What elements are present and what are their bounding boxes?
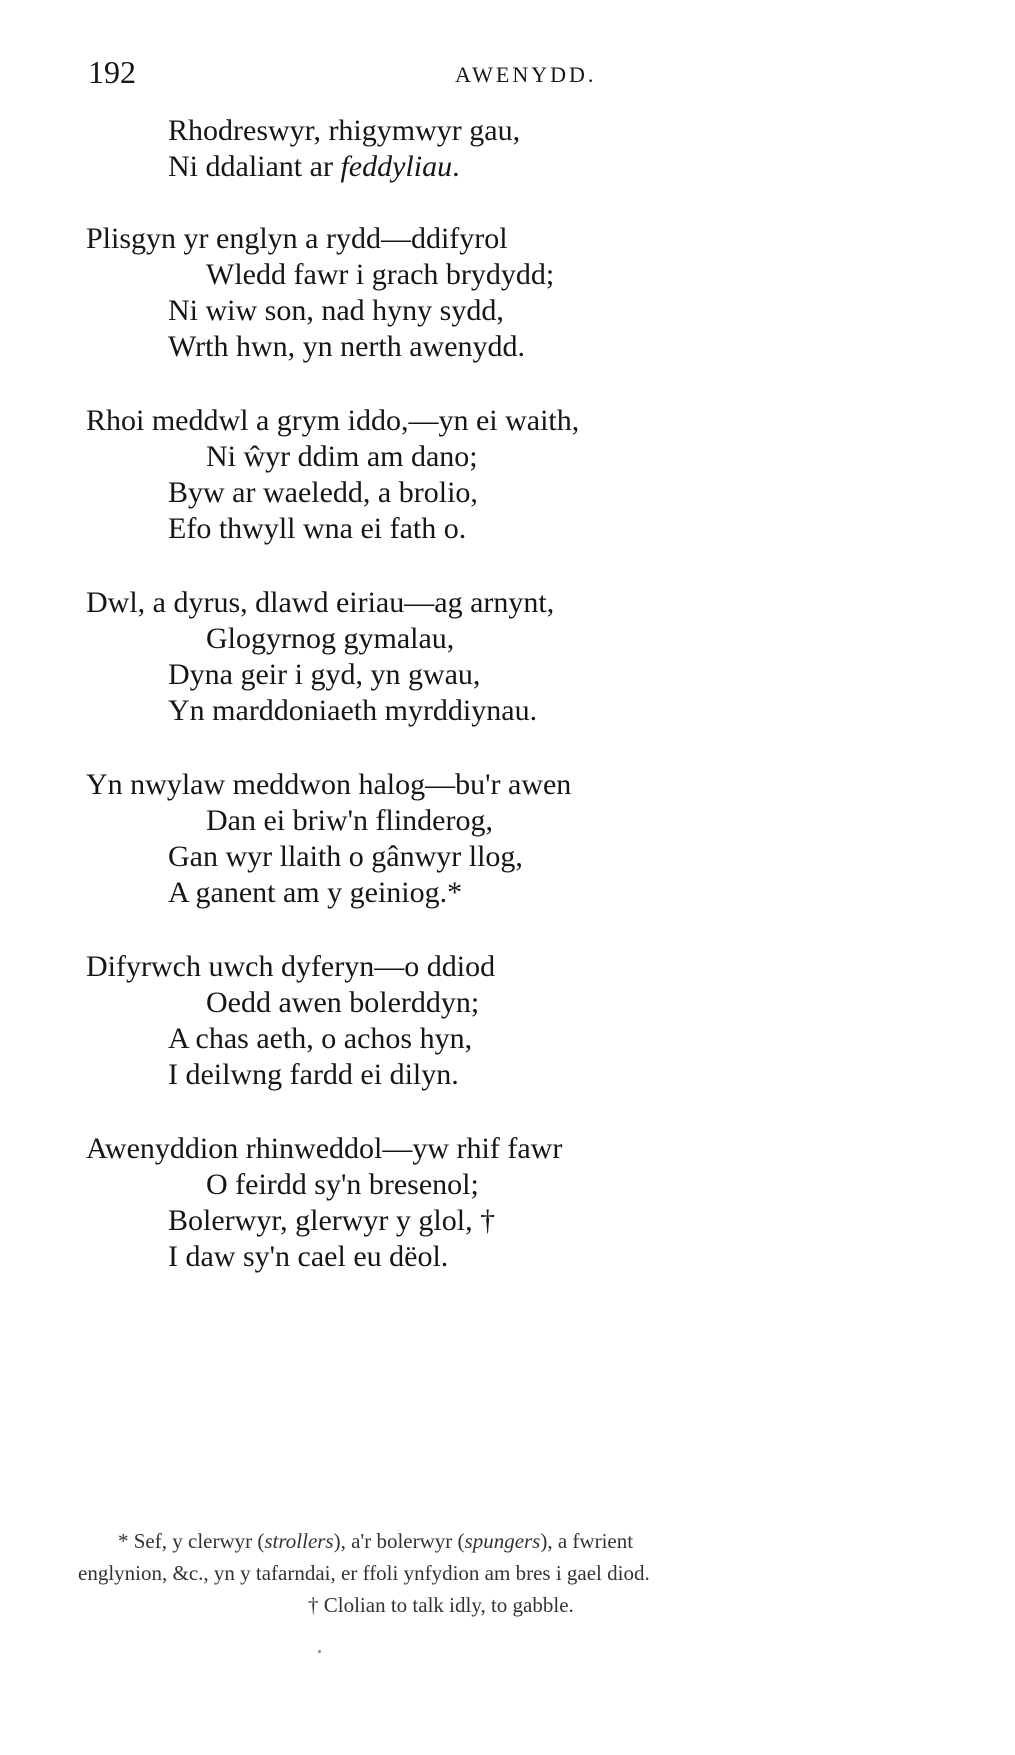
verse-line: Ni ŵyr ddim am dano; [206,440,478,473]
verse-line: Gan wyr llaith o gânwyr llog, [168,840,523,873]
page-header [0,54,1015,94]
verse-line: A ganent am y geiniog.* [168,876,463,909]
verse-line: Wrth hwn, yn nerth awenydd. [168,330,526,363]
verse-line: Glogyrnog gymalau, [206,622,455,655]
verse-line: Plisgyn yr englyn a rydd—ddifyrol [86,222,508,255]
verse-line: Efo thwyll wna ei fath o. [168,512,467,545]
footnote-2: † Clolian to talk idly, to gabble. [308,1593,574,1617]
italic-word: feddyliau [340,150,453,183]
verse-line: Dwl, a dyrus, dlawd eiriau—ag arnynt, [86,586,555,619]
verse-line: Oedd awen bolerddyn; [206,986,480,1019]
print-speck [318,1650,321,1653]
verse-line: Awenyddion rhinweddol—yw rhif fawr [86,1132,563,1165]
verse-line: Ni ddaliant ar feddyliau. [168,150,460,183]
verse-line: Wledd fawr i grach brydydd; [206,258,555,291]
verse-line: Bolerwyr, glerwyr y glol, † [168,1204,496,1237]
verse-line: A chas aeth, o achos hyn, [168,1022,473,1055]
page-number: 192 [88,54,136,90]
verse-line: Dan ei briw'n flinderog, [206,804,493,837]
footnote-1: * Sef, y clerwyr (strollers), a'r bolerwyr (spungers), a fwrient [118,1529,634,1553]
verse-line: I deilwng fardd ei dilyn. [168,1058,459,1091]
verse-line: I daw sy'n cael eu dëol. [168,1240,449,1273]
verse-line: Yn nwylaw meddwon halog—bu'r awen [86,768,572,801]
verse-line: Yn marddoniaeth myrddiynau. [168,694,538,727]
verse-line: O feirdd sy'n bresenol; [206,1168,479,1201]
verse-line: Difyrwch uwch dyferyn—o ddiod [86,950,496,983]
verse-line: Rhodreswyr, rhigymwyr gau, [168,114,521,147]
verse-line: Ni wiw son, nad hyny sydd, [168,294,504,327]
footnote-1-continued: englynion, &c., yn y tafarndai, er ffoli ynfydion am bres i gael diod. [78,1561,650,1585]
verse-line: Dyna geir i gyd, yn gwau, [168,658,481,691]
verse-line: Rhoi meddwl a grym iddo,—yn ei waith, [86,404,580,437]
verse-line: Byw ar waeledd, a brolio, [168,476,478,509]
running-title: AWENYDD. [455,62,597,87]
